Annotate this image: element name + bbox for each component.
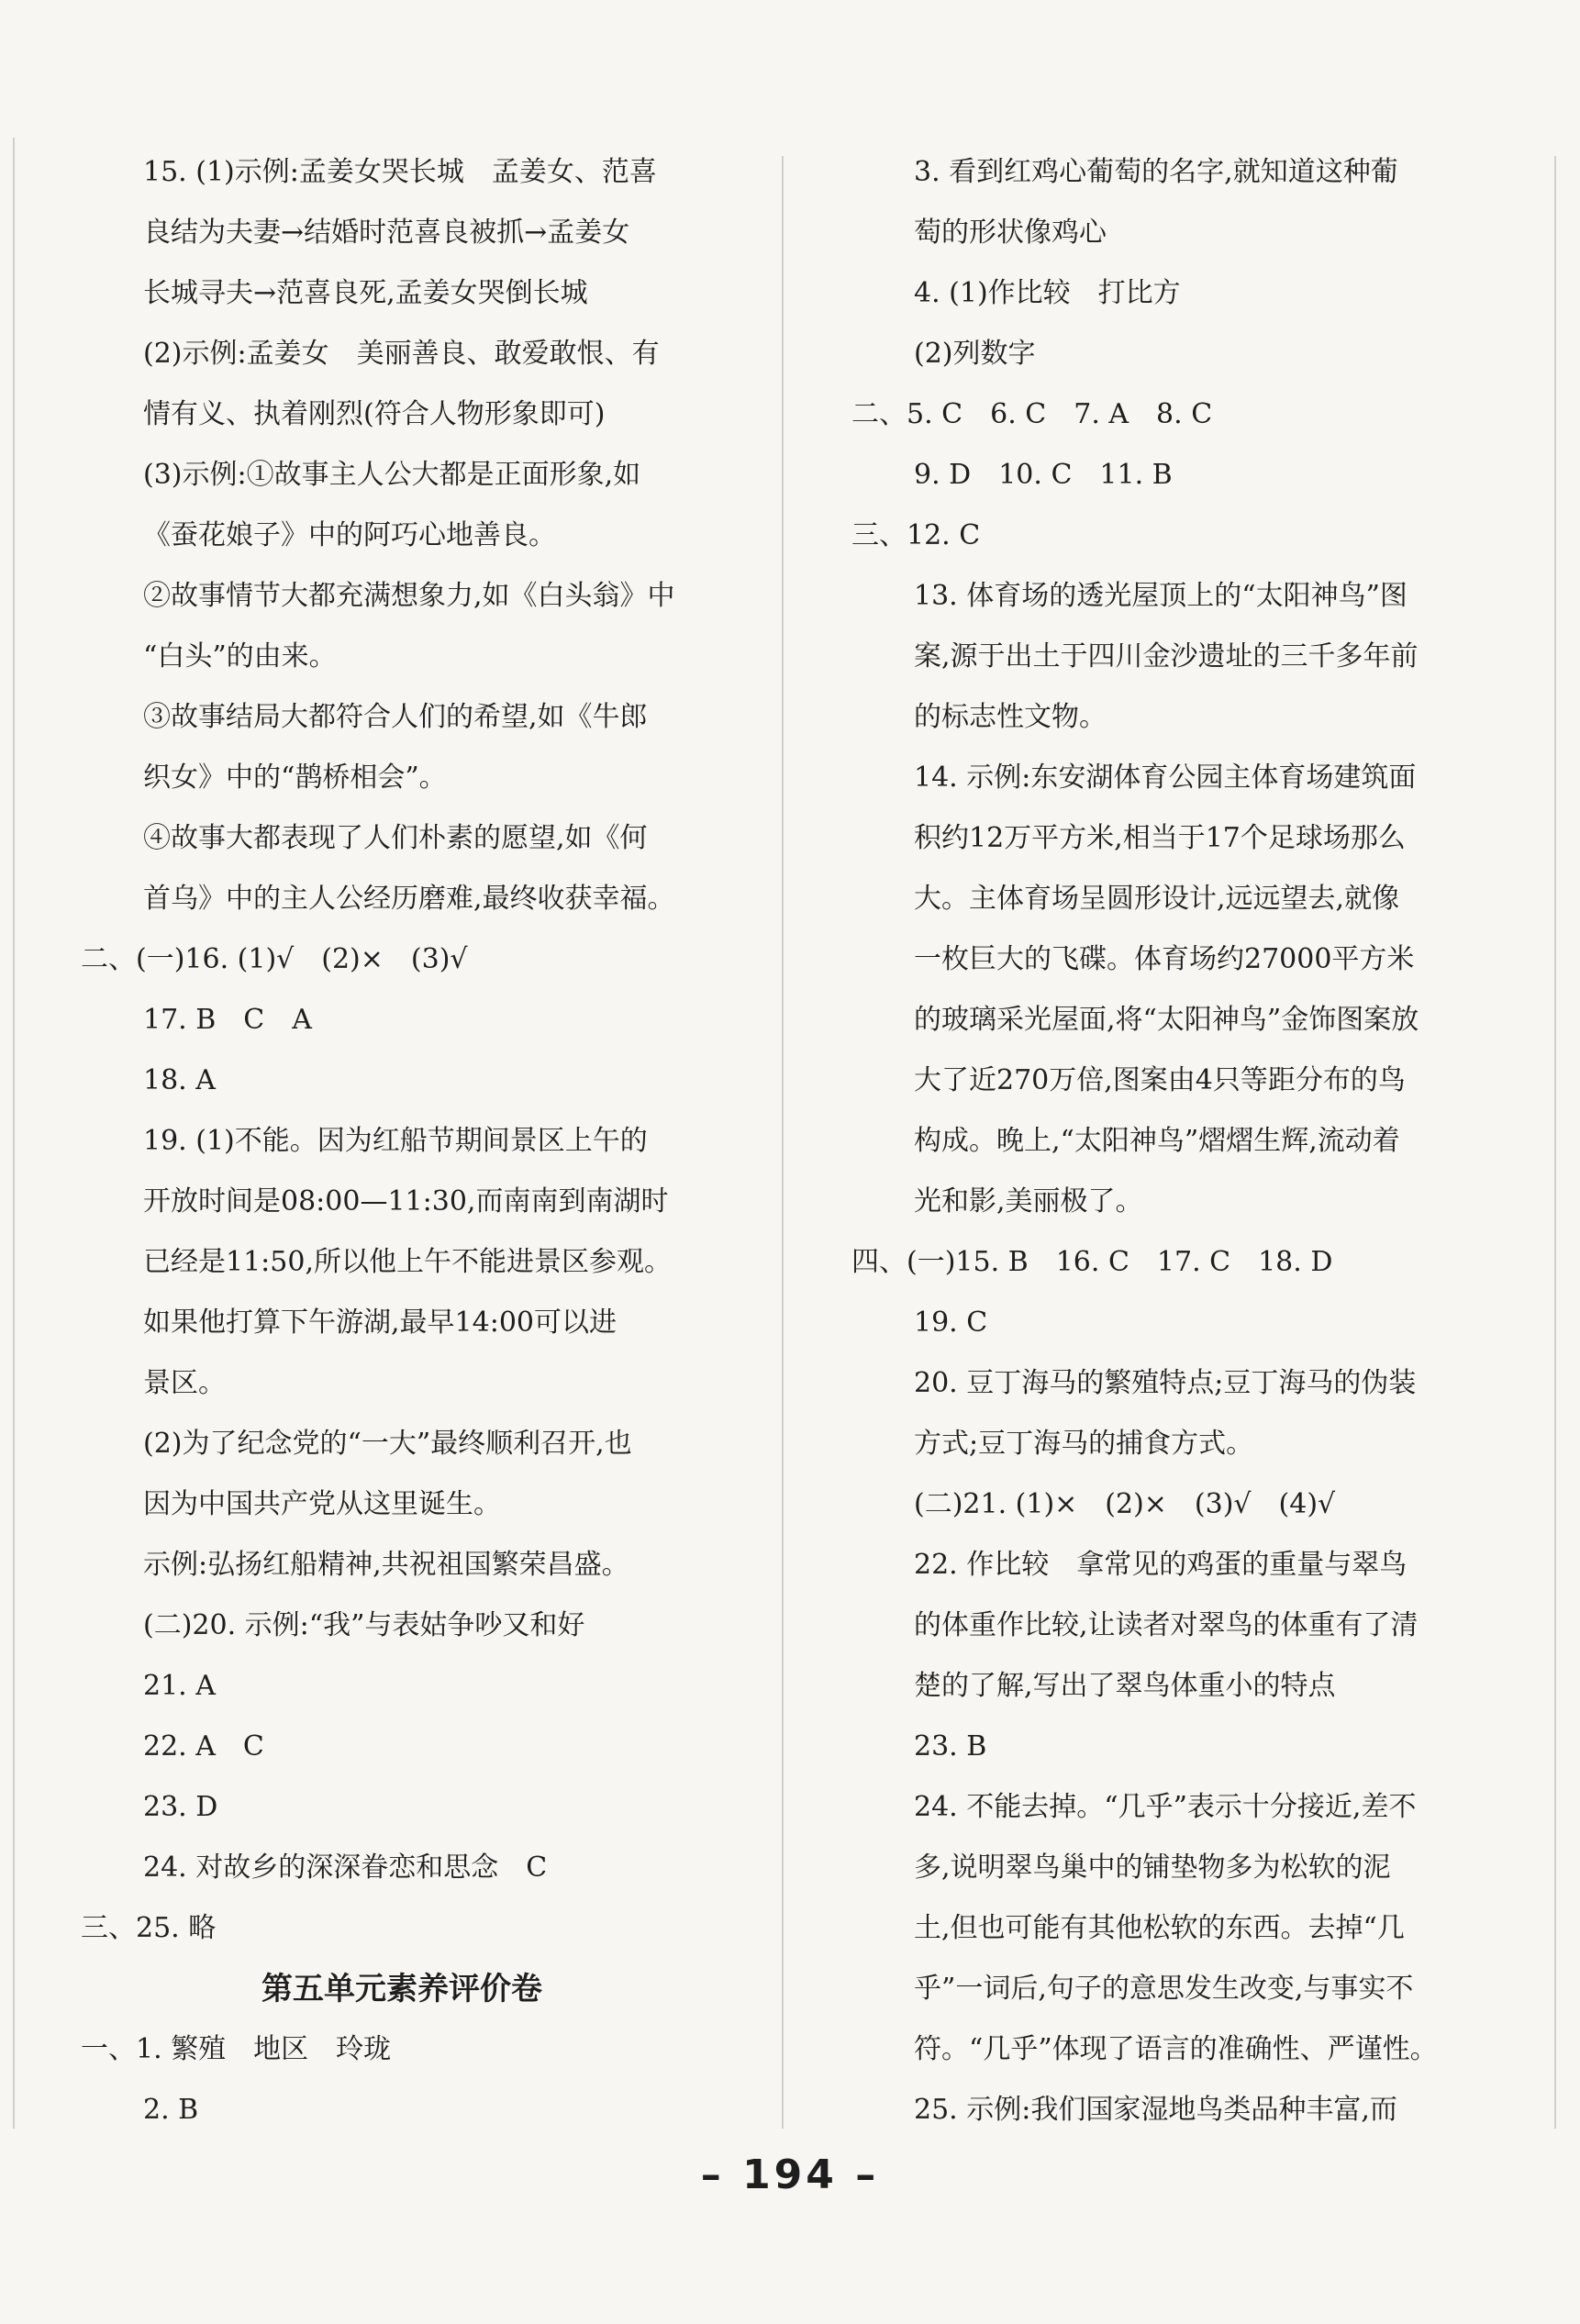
answer-line: 22. A C — [143, 1730, 264, 1762]
answer-line: (2)示例:孟姜女 美丽善良、敢爱敢恨、有 — [143, 338, 660, 370]
answer-line: 15. (1)示例:孟姜女哭长城 孟姜女、范喜 — [143, 156, 657, 188]
answer-line: 24. 对故乡的深深眷恋和思念 C — [143, 1851, 548, 1884]
answer-line: 19. (1)不能。因为红船节期间景区上午的 — [143, 1125, 648, 1157]
answer-line: 大。主体育场呈圆形设计,远远望去,就像 — [914, 883, 1400, 915]
answer-line: “白头”的由来。 — [143, 640, 337, 673]
answer-line: 22. 作比较 拿常见的鸡蛋的重量与翠鸟 — [914, 1549, 1408, 1581]
answer-line: (2)列数字 — [914, 338, 1036, 370]
answer-line: 2. B — [143, 2094, 199, 2126]
answer-line: 13. 体育场的透光屋顶上的“太阳神鸟”图 — [914, 580, 1408, 612]
answer-line: 萄的形状像鸡心 — [914, 217, 1107, 249]
answer-line: 20. 豆丁海马的繁殖特点;豆丁海马的伪装 — [914, 1367, 1417, 1399]
answer-line: 24. 不能去掉。“几乎”表示十分接近,差不 — [914, 1791, 1417, 1823]
answer-line: 景区。 — [143, 1367, 226, 1399]
answer-line: 的玻璃采光屋面,将“太阳神鸟”金饰图案放 — [914, 1004, 1419, 1036]
answer-line: 因为中国共产党从这里诞生。 — [143, 1488, 501, 1520]
answer-line: 3. 看到红鸡心葡萄的名字,就知道这种葡 — [914, 156, 1398, 188]
answer-line: 21. A — [143, 1670, 216, 1702]
answer-line: 25. 示例:我们国家湿地鸟类品种丰富,而 — [914, 2094, 1397, 2126]
right-margin-rule — [1554, 156, 1556, 2129]
answer-line: 的标志性文物。 — [914, 701, 1107, 733]
answer-line: 长城寻夫→范喜良死,孟姜女哭倒长城 — [143, 277, 588, 309]
answer-line: 楚的了解,写出了翠鸟体重小的特点 — [914, 1670, 1336, 1702]
answer-line: ③故事结局大都符合人们的希望,如《牛郎 — [143, 701, 648, 733]
answer-line: ②故事情节大都充满想象力,如《白头翁》中 — [143, 580, 675, 612]
answer-line: 开放时间是08:00—11:30,而南南到南湖时 — [143, 1185, 669, 1218]
answer-line: 17. B C A — [143, 1004, 312, 1036]
right-column — [851, 142, 1457, 2141]
answer-line: 一、1. 繁殖 地区 玲珑 — [81, 2033, 392, 2065]
answer-line: 18. A — [143, 1064, 216, 1096]
answer-line: 14. 示例:东安湖体育公园主体育场建筑面 — [914, 762, 1417, 794]
column-divider — [782, 156, 784, 2129]
answer-line: 织女》中的“鹊桥相会”。 — [143, 762, 447, 794]
page-number: – 194 – — [700, 2152, 880, 2198]
answer-line: 首乌》中的主人公经历磨难,最终收获幸福。 — [143, 883, 675, 915]
answer-line: 三、25. 略 — [81, 1912, 217, 1944]
answer-line: 《蚕花娘子》中的阿巧心地善良。 — [143, 519, 556, 551]
answer-line: 9. D 10. C 11. B — [914, 459, 1173, 491]
answer-line: 一枚巨大的飞碟。体育场约27000平方米 — [914, 943, 1415, 975]
answer-line: (2)为了纪念党的“一大”最终顺利召开,也 — [143, 1428, 632, 1460]
answer-line: (二)21. (1)× (2)× (3)√ (4)√ — [914, 1488, 1336, 1520]
answer-line: 大了近270万倍,图案由4只等距分布的鸟 — [914, 1064, 1406, 1096]
answer-line: ④故事大都表现了人们朴素的愿望,如《何 — [143, 822, 648, 854]
answer-line: 如果他打算下午游湖,最早14:00可以进 — [143, 1307, 617, 1339]
answer-line: 良结为夫妻→结婚时范喜良被抓→孟姜女 — [143, 217, 630, 249]
answer-line: 乎”一词后,句子的意思发生改变,与事实不 — [914, 1973, 1414, 2005]
answer-line: 光和影,美丽极了。 — [914, 1185, 1143, 1218]
answer-line: 23. B — [914, 1730, 987, 1762]
answer-line: (3)示例:①故事主人公大都是正面形象,如 — [143, 459, 641, 491]
answer-line: 构成。晚上,“太阳神鸟”熠熠生辉,流动着 — [914, 1125, 1400, 1157]
answer-line: 土,但也可能有其他松软的东西。去掉“几 — [914, 1912, 1405, 1944]
answer-line: (二)20. 示例:“我”与表姑争吵又和好 — [143, 1609, 585, 1641]
answer-line: 案,源于出土于四川金沙遗址的三千多年前 — [914, 640, 1419, 673]
answer-line: 23. D — [143, 1791, 218, 1823]
answer-line: 19. C — [914, 1307, 988, 1339]
section-heading: 第五单元素养评价卷 — [261, 1971, 542, 2007]
answer-line: 方式;豆丁海马的捕食方式。 — [914, 1428, 1254, 1460]
left-column — [81, 142, 686, 2141]
answer-line: 4. (1)作比较 打比方 — [914, 277, 1181, 309]
answer-line: 的体重作比较,让读者对翠鸟的体重有了清 — [914, 1609, 1419, 1641]
answer-line: 二、5. C 6. C 7. A 8. C — [851, 398, 1213, 430]
answer-line: 已经是11:50,所以他上午不能进景区参观。 — [143, 1246, 672, 1278]
answer-line: 三、12. C — [851, 519, 981, 551]
answer-line: 四、(一)15. B 16. C 17. C 18. D — [851, 1246, 1333, 1278]
answer-line: 示例:弘扬红船精神,共祝祖国繁荣昌盛。 — [143, 1549, 629, 1581]
answer-line: 符。“几乎”体现了语言的准确性、严谨性。 — [914, 2033, 1438, 2065]
left-margin-rule — [13, 138, 15, 2129]
answer-line: 二、(一)16. (1)√ (2)× (3)√ — [81, 943, 468, 975]
answer-line: 情有义、执着刚烈(符合人物形象即可) — [143, 398, 606, 430]
answer-line: 多,说明翠鸟巢中的铺垫物多为松软的泥 — [914, 1851, 1391, 1884]
answer-line: 积约12万平方米,相当于17个足球场那么 — [914, 822, 1406, 854]
